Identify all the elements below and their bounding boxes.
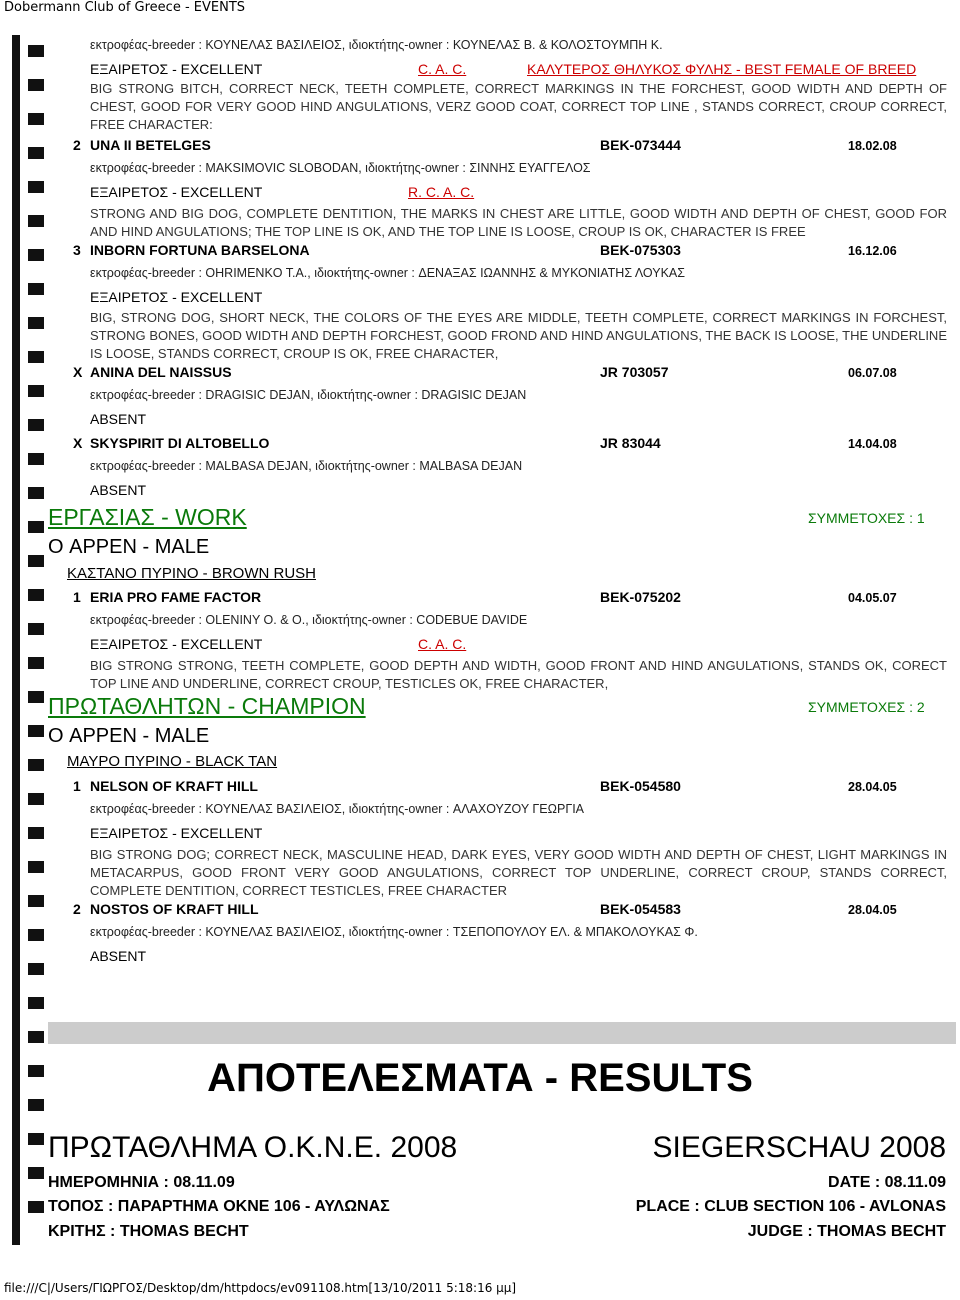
border-block (28, 249, 44, 261)
event-title-greek: ΠΡΩΤΑΘΛΗΜΑ Ο.Κ.Ν.Ε. 2008 (48, 1131, 458, 1164)
entry-rank: 2 (73, 901, 81, 917)
border-block (28, 215, 44, 227)
award-label: C. A. C. (418, 61, 467, 77)
award-label: R. C. A. C. (408, 184, 475, 200)
entry-reg: BEK-073444 (600, 137, 681, 153)
border-block (28, 1031, 44, 1043)
breeder-line: εκτροφέας-breeder : ΚΟΥΝΕΛΑΣ ΒΑΣΙΛΕΙΟΣ, ιδιοκτήτης-owner : ΤΣΕΠΟΠΟΥΛΟΥ ΕΛ. & ΜΠΑΚΟΛΟΥΚΑΣ Φ. (90, 925, 698, 939)
border-block (28, 147, 44, 159)
border-block (28, 181, 44, 193)
border-block (28, 317, 44, 329)
entry-dob: 28.04.05 (848, 903, 897, 917)
border-block (28, 1133, 44, 1145)
critique-text: BIG STRONG STRONG, TEETH COMPLETE, GOOD DEPTH AND WIDTH, GOOD FRONT AND HIND ANGULATIONS, STANDS OK, CORECT TOP LINE AND UNDERLINE, CORRECT CROUP, TESTICLES OK, FREE CHARACTER, (90, 658, 947, 691)
event-judge-english: JUDGE : THOMAS BECHT (747, 1223, 946, 1240)
border-block (28, 419, 44, 431)
class-title: ΕΡΓΑΣΙΑΣ - WORK (48, 504, 247, 530)
entry-dob: 06.07.08 (848, 366, 897, 380)
breeder-line: εκτροφέας-breeder : OHRIMENKO T.A., ιδιοκτήτης-owner : ΔΕΝΑΞΑΣ ΙΩΑΝΝΗΣ & ΜΥΚΟΝΙΑΤΗΣ ΛΟΥΚΑΣ (90, 266, 685, 280)
entry-dob: 16.12.06 (848, 244, 897, 258)
grade-label: ΕΞΑΙΡΕΤΟΣ - EXCELLENT (90, 636, 263, 652)
entry-name: UNA II BETELGES (90, 137, 211, 153)
border-block (28, 997, 44, 1009)
special-award-label: ΚΑΛΥΤΕΡΟΣ ΘΗΛΥΚΟΣ ΦΥΛΗΣ - BEST FEMALE OF BREED (527, 61, 917, 77)
event-date-greek: ΗΜΕΡΟΜΗΝΙΑ : 08.11.09 (48, 1174, 235, 1191)
participants-count: ΣΥΜΜΕΤΟΧΕΣ : 1 (808, 510, 925, 526)
entry-reg: BEK-075303 (600, 242, 681, 258)
border-block (28, 45, 44, 57)
entry-name: ANINA DEL NAISSUS (90, 364, 232, 380)
breeder-line: εκτροφέας-breeder : OLENINY O. & O., ιδιοκτήτης-owner : CODEBUE DAVIDE (90, 613, 528, 627)
section-divider (48, 1022, 956, 1044)
entry-name: NOSTOS OF KRAFT HILL (90, 901, 259, 917)
entry-dob: 28.04.05 (848, 780, 897, 794)
entry-reg: BEK-054580 (600, 778, 681, 794)
breeder-line: εκτροφέας-breeder : MAKSIMOVIC SLOBODAN, ιδιοκτήτης-owner : ΣΙΝΝΗΣ ΕΥΑΓΓΕΛΟΣ (90, 161, 591, 175)
event-date-english: DATE : 08.11.09 (828, 1174, 946, 1191)
border-block (28, 487, 44, 499)
entry-reg: JR 83044 (600, 435, 661, 451)
entry-dob: 14.04.08 (848, 437, 897, 451)
entry-dob: 04.05.07 (848, 591, 897, 605)
border-block (28, 861, 44, 873)
breeder-line: εκτροφέας-breeder : ΚΟΥΝΕΛΑΣ ΒΑΣΙΛΕΙΟΣ, ιδιοκτήτης-owner : ΚΟΥΝΕΛΑΣ Β. & ΚΟΛΟΣΤΟΥΜΠΗ Κ. (90, 38, 663, 52)
entry-reg: BEK-054583 (600, 901, 681, 917)
border-block (28, 385, 44, 397)
window-title: Dobermann Club of Greece - EVENTS (4, 0, 246, 15)
award-label: C. A. C. (418, 636, 467, 652)
border-block (28, 691, 44, 703)
entry-name: ERIA PRO FAME FACTOR (90, 589, 262, 605)
entry-name: SKYSPIRIT DI ALTOBELLO (90, 435, 270, 451)
border-block (28, 521, 44, 533)
border-block (28, 1167, 44, 1179)
critique-text: BIG STRONG BITCH, CORRECT NECK, TEETH COMPLETE, CORRECT MARKINGS IN THE FORCHEST, GOOD WIDTH AND DEPTH OF CHEST, GOOD FOR VERY GOOD HIND ANGULATIONS, VERZ GOOD COAT, CORRECT TOP LINE , STANDS CORRECT, CROUP CORRECT, FREE CHARACTER: (90, 81, 947, 132)
grade-label: ΕΞΑΙΡΕΤΟΣ - EXCELLENT (90, 825, 263, 841)
participants-count: ΣΥΜΜΕΤΟΧΕΣ : 2 (808, 699, 925, 715)
entry-reg: JR 703057 (600, 364, 669, 380)
border-block (28, 453, 44, 465)
grade-label: ΕΞΑΙΡΕΤΟΣ - EXCELLENT (90, 61, 263, 77)
border-block (28, 963, 44, 975)
critique-text: BIG STRONG DOG; CORRECT NECK, MASCULINE HEAD, DARK EYES, VERY GOOD WIDTH AND DEPTH OF CHEST, LIGHT MARKINGS IN METACARPUS, GOOD FRONT VERY GOOD ANGULATIONS, CORRECT TOP UNDERLINE, CORRECT CROUP, STANDS CORRECT, COMPLETE DENTITION, CORRECT TESTICLES, FREE CHARACTER (90, 847, 947, 898)
grade-label: ABSENT (90, 411, 147, 427)
file-path-footer: file:///C|/Users/ΓΙΩΡΓΟΣ/Desktop/dm/httpdocs/ev091108.htm[13/10/2011 5:18:16 μμ] (4, 1281, 517, 1295)
border-block (28, 589, 44, 601)
breeder-line: εκτροφέας-breeder : DRAGISIC DEJAN, ιδιοκτήτης-owner : DRAGISIC DEJAN (90, 388, 527, 402)
critique-text: BIG, STRONG DOG, SHORT NECK, THE COLORS OF THE EYES ARE MIDDLE, TEETH COMPLETE, CORRECT MARKINGS IN FORCHEST, STRONG BONES, GOOD WIDTH AND DEPTH FORCHEST, GOOD FROND AND HIND ANGULATIONS, THE BACK IS LOOSE, THE UNDERLINE IS LOOSE, STANDS CORRECT, CROUP IS OK, FREE CHARACTER, (90, 310, 947, 361)
entry-rank: X (73, 364, 83, 380)
grade-label: ABSENT (90, 948, 147, 964)
entry-rank: 2 (73, 137, 81, 153)
grade-label: ΕΞΑΙΡΕΤΟΣ - EXCELLENT (90, 184, 263, 200)
critique-text: STRONG AND BIG DOG, COMPLETE DENTITION, THE MARKS IN CHEST ARE LITTLE, GOOD WIDTH AND DEPTH OF CHEST, GOOD FOR AND HIND ANGULATIONS; THE TOP LINE IS OK, AND THE TOP LINE IS LOOSE, CROUP IS OK, CHARACTER IS FREE (90, 206, 947, 239)
breeder-line: εκτροφέας-breeder : MALBASA DEJAN, ιδιοκτήτης-owner : MALBASA DEJAN (90, 459, 523, 473)
color-heading: ΜΑΥΡΟ ΠΥΡΙΝΟ - BLACK TAN (67, 753, 278, 770)
entry-name: NELSON OF KRAFT HILL (90, 778, 258, 794)
border-block (28, 283, 44, 295)
grade-label: ABSENT (90, 482, 147, 498)
entry-rank: X (73, 435, 83, 451)
border-block (28, 827, 44, 839)
border-block (28, 657, 44, 669)
color-heading: ΚΑΣΤΑΝΟ ΠΥΡΙΝΟ - BROWN RUSH (67, 565, 317, 582)
grade-label: ΕΞΑΙΡΕΤΟΣ - EXCELLENT (90, 289, 263, 305)
entry-name: INBORN FORTUNA BARSELONA (90, 242, 310, 258)
results-title: ΑΠΟΤΕΛΕΣΜΑΤΑ - RESULTS (207, 1056, 753, 1100)
border-block (28, 793, 44, 805)
sex-heading: Ο APPEN - MALE (48, 536, 210, 558)
entry-reg: BEK-075202 (600, 589, 681, 605)
class-title: ΠΡΩΤΑΘΛΗΤΩΝ - CHAMPION (48, 693, 366, 719)
event-title-german: SIEGERSCHAU 2008 (652, 1131, 946, 1164)
border-block (28, 113, 44, 125)
border-block (28, 623, 44, 635)
entry-dob: 18.02.08 (848, 139, 897, 153)
entry-rank: 1 (73, 589, 81, 605)
border-block (28, 351, 44, 363)
breeder-line: εκτροφέας-breeder : ΚΟΥΝΕΛΑΣ ΒΑΣΙΛΕΙΟΣ, ιδιοκτήτης-owner : ΑΛΑΧΟΥΖΟΥ ΓΕΩΡΓΙΑ (90, 802, 585, 816)
event-judge-greek: ΚΡΙΤΗΣ : THOMAS BECHT (48, 1223, 249, 1240)
border-block (28, 929, 44, 941)
border-block (28, 555, 44, 567)
border-block (28, 759, 44, 771)
border-block (28, 1201, 44, 1213)
border-block (28, 79, 44, 91)
event-place-greek: ΤΟΠΟΣ : ΠΑΡΑΡΤΗΜΑ ΟΚΝΕ 106 - ΑΥΛΩΝΑΣ (48, 1198, 390, 1215)
sex-heading: Ο APPEN - MALE (48, 725, 210, 747)
entry-rank: 1 (73, 778, 81, 794)
event-place-english: PLACE : CLUB SECTION 106 - AVLONAS (635, 1198, 946, 1215)
border-block (28, 895, 44, 907)
entry-rank: 3 (73, 242, 81, 258)
border-block (28, 725, 44, 737)
